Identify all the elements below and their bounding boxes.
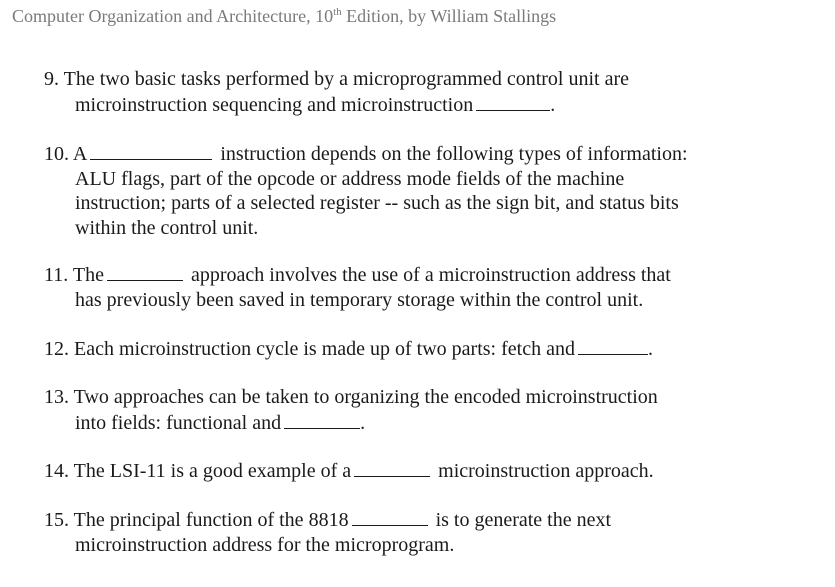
answer-blank[interactable] [476, 92, 550, 111]
answer-blank[interactable] [107, 262, 183, 281]
question-number: 11. [44, 264, 69, 286]
question-text: into fields: functional and [75, 411, 282, 434]
header-title-rest: Edition, by William Stallings [341, 6, 557, 26]
question-14 [44, 458, 764, 484]
question-number: 10. [44, 143, 69, 165]
question-line [44, 533, 764, 558]
answer-blank[interactable] [284, 410, 360, 429]
question-line [44, 216, 764, 241]
question-text: instruction depends on the following types of information: [220, 143, 688, 165]
question-text: Each microinstruction cycle is made up of two parts: fetch and [74, 338, 575, 360]
question-line [44, 385, 764, 410]
question-line [44, 67, 764, 92]
question-line [44, 262, 764, 288]
header-title-main: Computer Organization and Architecture, 10 [12, 6, 334, 26]
question-text: within the control unit. [75, 216, 259, 239]
question-12 [44, 336, 764, 362]
question-text: is to generate the next [435, 509, 612, 531]
question-number: 9. [44, 68, 59, 90]
question-text: The [72, 264, 104, 286]
question-line [44, 410, 764, 436]
question-11 [44, 262, 764, 312]
question-line [44, 141, 764, 167]
question-number: 12. [44, 338, 69, 360]
question-number: 14. [44, 460, 69, 482]
question-text: has previously been saved in temporary storage within the control unit. [75, 288, 644, 311]
question-line [44, 92, 764, 118]
question-text: ALU flags, part of the opcode or address mode fields of the machine [75, 167, 625, 190]
question-text: approach involves the use of a microinstruction address that [191, 264, 671, 286]
question-9 [44, 67, 764, 117]
question-line [44, 458, 764, 484]
header-title-sup: th [333, 6, 342, 18]
question-line [44, 167, 764, 192]
question-text: The LSI-11 is a good example of a [73, 460, 352, 482]
question-text: microinstruction address for the microprogram. [75, 533, 455, 556]
question-text: The two basic tasks performed by a microprogrammed control unit are [63, 68, 630, 90]
question-text: microinstruction sequencing and microinstruction [75, 93, 474, 116]
question-10 [44, 141, 764, 240]
question-text: instruction; parts of a selected register -- such as the sign bit, and status bits [75, 192, 679, 214]
question-text: microinstruction approach. [438, 460, 654, 482]
answer-blank[interactable] [578, 336, 648, 355]
question-number: 15. [44, 509, 69, 531]
question-text: . [647, 338, 653, 360]
question-line [44, 336, 764, 362]
answer-blank[interactable] [90, 141, 212, 160]
question-line [44, 288, 764, 313]
question-text: A [72, 143, 88, 165]
question-15 [44, 507, 764, 557]
answer-blank[interactable] [354, 458, 430, 477]
question-line [44, 507, 764, 533]
answer-blank[interactable] [352, 507, 428, 526]
question-13 [44, 385, 764, 435]
question-line [44, 191, 764, 216]
question-text: Two approaches can be taken to organizing the encoded microinstruction [73, 386, 658, 408]
question-text: . [360, 411, 366, 434]
document-header [12, 6, 556, 27]
question-text: The principal function of the 8818 [73, 509, 349, 531]
question-text: . [550, 93, 556, 116]
question-number: 13. [44, 386, 69, 408]
